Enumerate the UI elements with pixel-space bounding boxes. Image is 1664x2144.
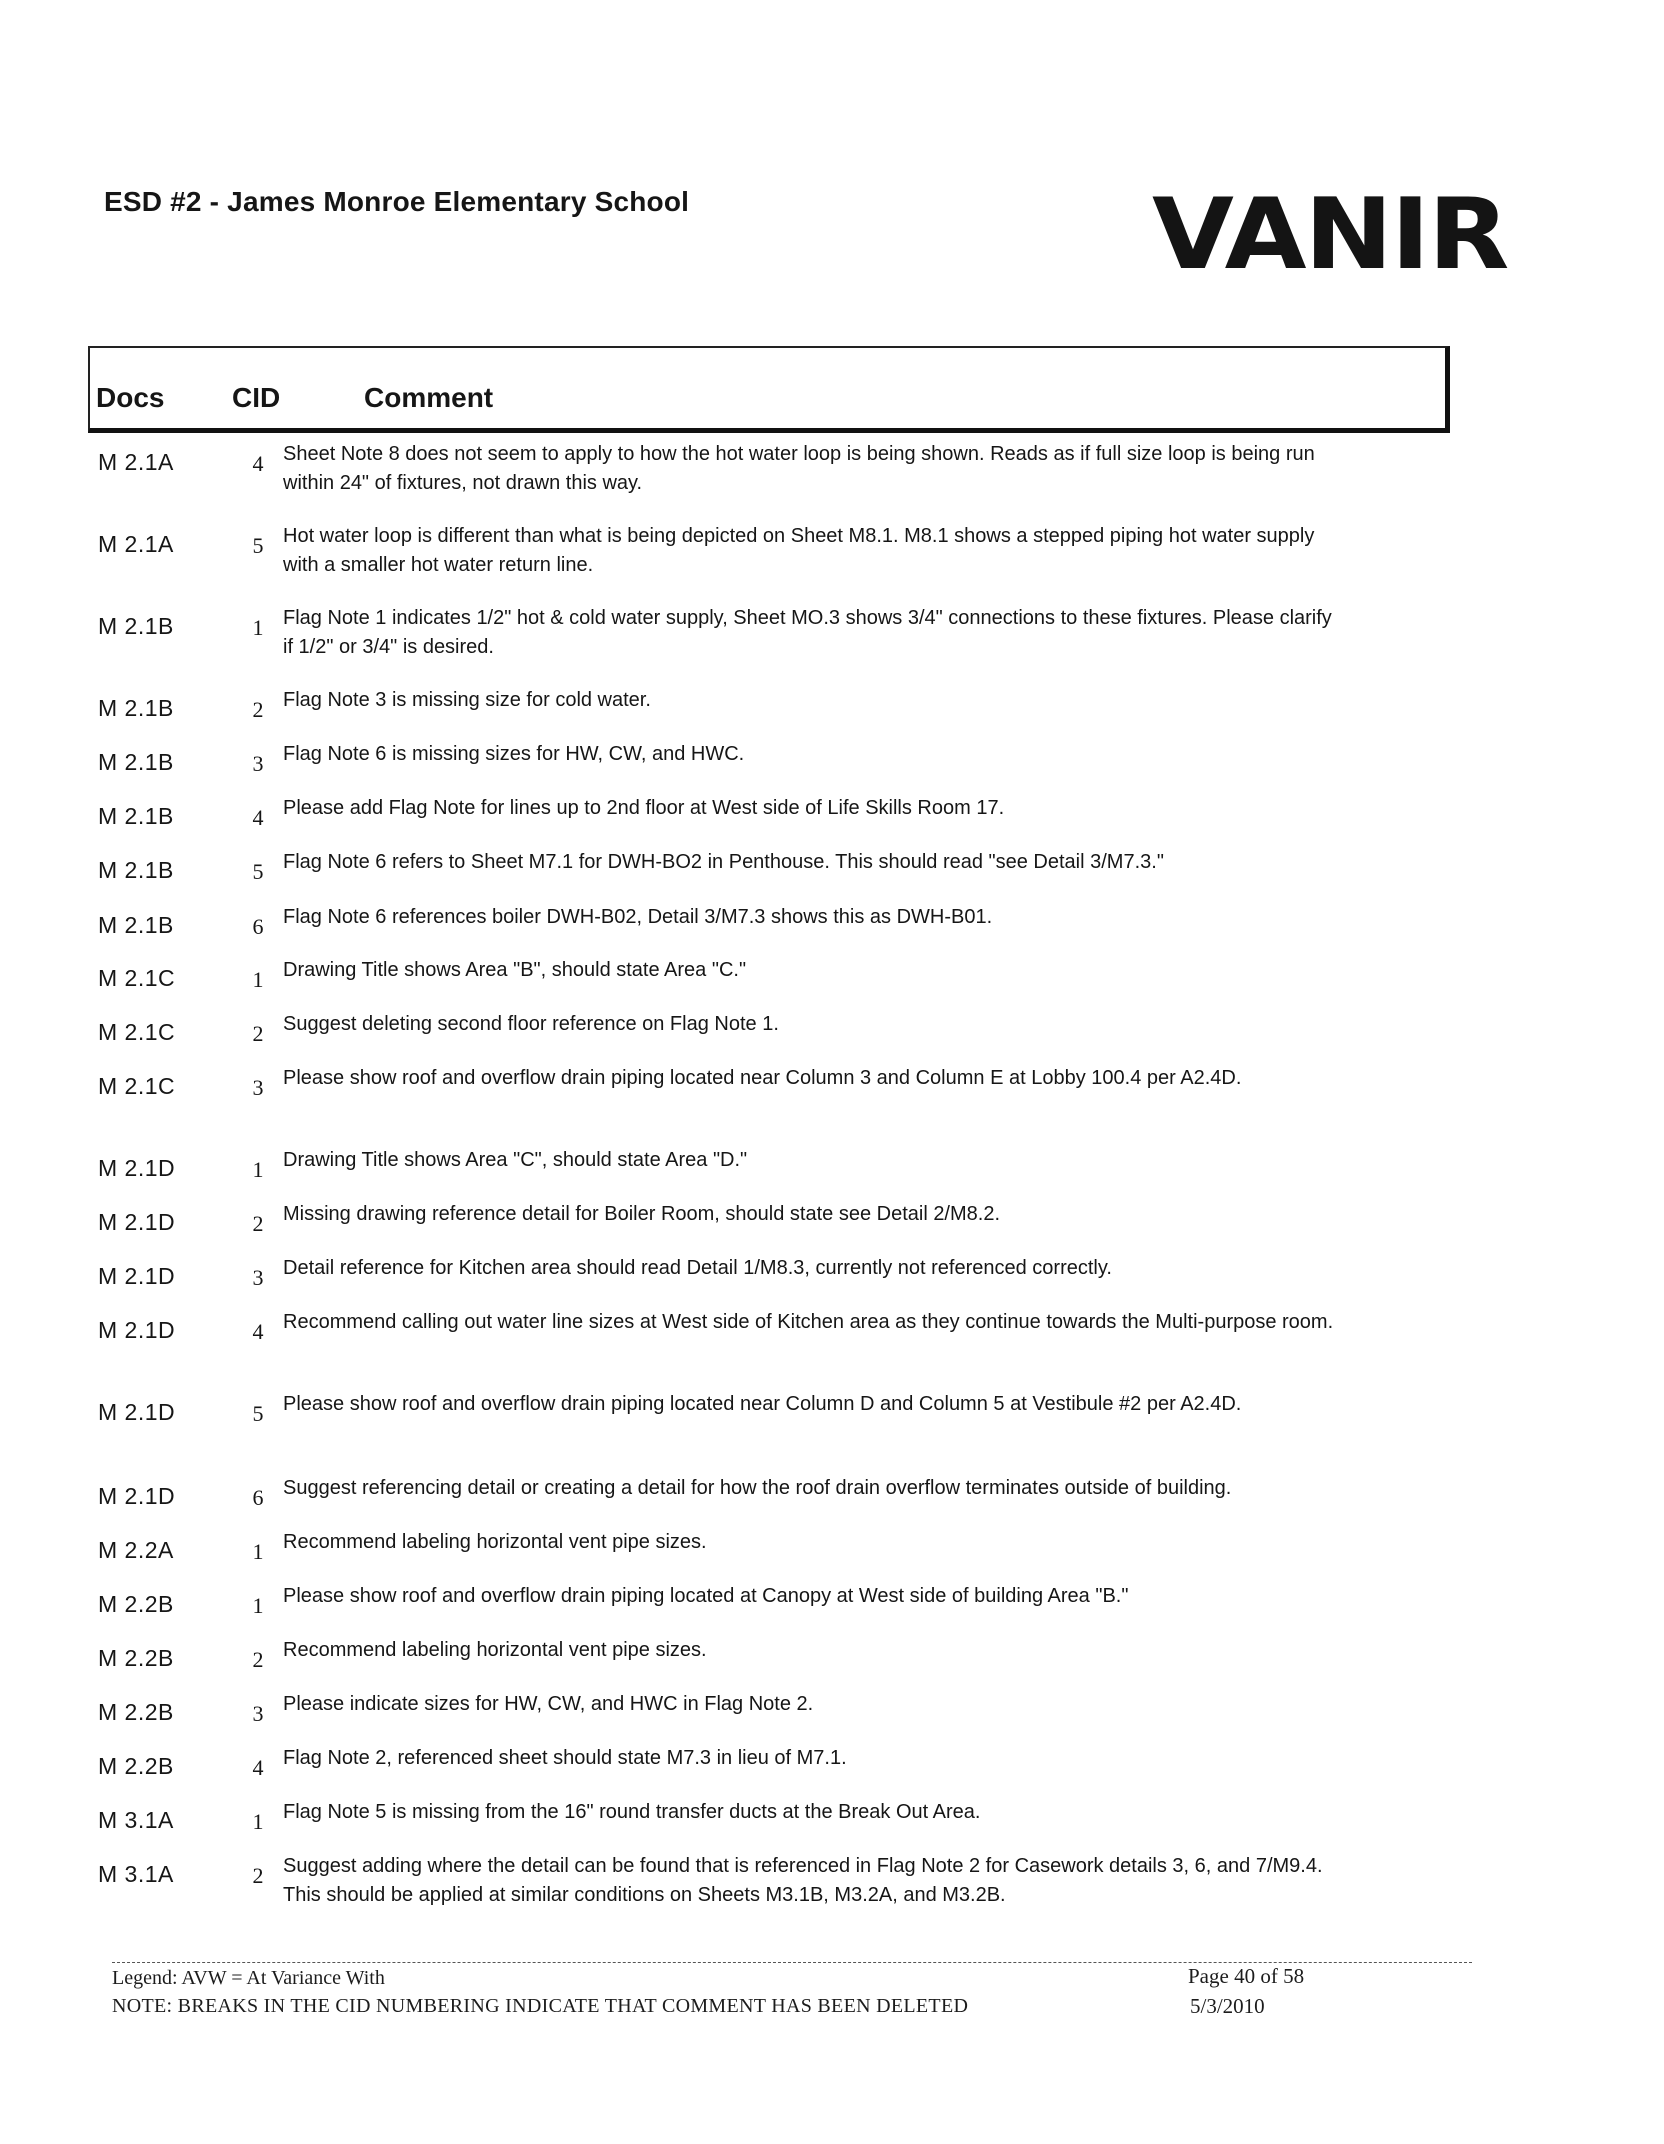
comment-cell: Flag Note 6 references boiler DWH-B02, Detail 3/M7.3 shows this as DWH-B01. [283, 906, 993, 928]
table-header-box [88, 346, 1450, 433]
cid-cell: 1 [252, 1593, 264, 1618]
footer-divider [112, 1962, 1472, 1963]
doc-cell: M 2.2B [98, 1753, 174, 1779]
cid-cell: 4 [252, 805, 264, 830]
comment-cell: Missing drawing reference detail for Boiler Room, should state see Detail 2/M8.2. [283, 1203, 1001, 1225]
cid-cell: 1 [252, 967, 264, 992]
cid-cell: 5 [252, 859, 264, 884]
comment-cell: Flag Note 5 is missing from the 16" round transfer ducts at the Break Out Area. [283, 1801, 981, 1823]
comment-cell: Suggest referencing detail or creating a detail for how the roof drain overflow terminates outside of building. [283, 1477, 1232, 1499]
comment-cell: Please add Flag Note for lines up to 2nd floor at West side of Life Skills Room 17. [283, 797, 1005, 819]
doc-cell: M 2.1D [98, 1263, 176, 1289]
footer-date: 5/3/2010 [1190, 1994, 1265, 2018]
comment-column-header: Comment [364, 382, 494, 413]
cid-cell: 2 [252, 1021, 264, 1046]
doc-cell: M 2.1D [98, 1209, 176, 1235]
comment-cell: Recommend labeling horizontal vent pipe sizes. [283, 1531, 707, 1553]
cid-cell: 3 [252, 1075, 264, 1100]
comment-cell: Detail reference for Kitchen area should read Detail 1/M8.3, currently not referenced correctly. [283, 1257, 1112, 1279]
comment-cell: Flag Note 6 is missing sizes for HW, CW, and HWC. [283, 743, 745, 765]
doc-cell: M 2.1C [98, 1073, 176, 1099]
cid-cell: 2 [252, 1863, 264, 1888]
comment-cell: Drawing Title shows Area "B", should state Area "C." [283, 959, 747, 981]
cid-cell: 4 [252, 1755, 264, 1780]
doc-cell: M 2.2B [98, 1591, 174, 1617]
cid-cell: 6 [252, 914, 264, 939]
doc-cell: M 2.1B [98, 857, 174, 883]
cid-column-header: CID [232, 382, 281, 413]
cid-cell: 1 [252, 1809, 264, 1834]
comment-cell: Please show roof and overflow drain piping located near Column D and Column 5 at Vestibule #2 per A2.4D. [283, 1393, 1242, 1415]
doc-cell: M 3.1A [98, 1807, 174, 1833]
cid-cell: 1 [252, 615, 264, 640]
project-title: ESD #2 - James Monroe Elementary School [104, 186, 690, 217]
comment-cell: Hot water loop is different than what is being depicted on Sheet M8.1. M8.1 shows a stepped piping hot water supply with a smaller hot water return line. [283, 525, 1315, 576]
docs-column-header: Docs [96, 382, 165, 413]
footer-legend: Legend: AVW = At Variance With [112, 1967, 385, 1989]
doc-cell: M 2.1C [98, 965, 176, 991]
comment-cell: Flag Note 2, referenced sheet should state M7.3 in lieu of M7.1. [283, 1747, 847, 1769]
comment-cell: Suggest deleting second floor reference on Flag Note 1. [283, 1013, 779, 1035]
footer-note: NOTE: BREAKS IN THE CID NUMBERING INDICATE THAT COMMENT HAS BEEN DELETED [112, 1995, 969, 2017]
doc-cell: M 2.1C [98, 1019, 176, 1045]
doc-cell: M 2.1D [98, 1317, 176, 1343]
doc-cell: M 2.2B [98, 1645, 174, 1671]
cid-cell: 2 [252, 697, 264, 722]
doc-cell: M 2.1B [98, 695, 174, 721]
cid-cell: 2 [252, 1647, 264, 1672]
doc-cell: M 2.1B [98, 912, 174, 938]
doc-cell: M 2.2A [98, 1537, 174, 1563]
doc-cell: M 2.1A [98, 531, 174, 557]
cid-cell: 1 [252, 1157, 264, 1182]
comment-cell: Please show roof and overflow drain piping located near Column 3 and Column E at Lobby 100.4 per A2.4D. [283, 1067, 1242, 1089]
doc-cell: M 2.1B [98, 749, 174, 775]
cid-cell: 3 [252, 751, 264, 776]
cid-cell: 3 [252, 1701, 264, 1726]
cid-cell: 1 [252, 1539, 264, 1564]
doc-cell: M 3.1A [98, 1861, 174, 1887]
doc-cell: M 2.2B [98, 1699, 174, 1725]
cid-cell: 5 [252, 1401, 264, 1426]
doc-cell: M 2.1B [98, 803, 174, 829]
comment-cell: Flag Note 1 indicates 1/2" hot & cold water supply, Sheet MO.3 shows 3/4" connections to these fixtures. Please clarify if 1/2" or 3/4" is desired. [283, 607, 1332, 658]
comment-cell: Sheet Note 8 does not seem to apply to how the hot water loop is being shown. Reads as if full size loop is being run within 24" of fixtures, not drawn this way. [283, 443, 1315, 494]
cid-cell: 6 [252, 1485, 264, 1510]
doc-cell: M 2.1D [98, 1155, 176, 1181]
cid-cell: 4 [252, 1319, 264, 1344]
doc-cell: M 2.1B [98, 613, 174, 639]
vanir-logo: VANIR [1152, 178, 1508, 292]
page-number: Page 40 of 58 [1188, 1964, 1305, 1988]
comment-cell: Please show roof and overflow drain piping located at Canopy at West side of building Area "B." [283, 1585, 1129, 1607]
doc-cell: M 2.1D [98, 1483, 176, 1509]
cid-cell: 3 [252, 1265, 264, 1290]
doc-cell: M 2.1A [98, 449, 174, 475]
comment-cell: Suggest adding where the detail can be found that is referenced in Flag Note 2 for Casework details 3, 6, and 7/M9.4. This should be applied at similar conditions on Sheets M3.1B, M3.2A, and M3.2B. [283, 1855, 1323, 1906]
comment-cell: Recommend labeling horizontal vent pipe sizes. [283, 1639, 707, 1661]
cid-cell: 5 [252, 533, 264, 558]
comment-cell: Please indicate sizes for HW, CW, and HWC in Flag Note 2. [283, 1693, 814, 1715]
comment-cell: Recommend calling out water line sizes at West side of Kitchen area as they continue towards the Multi-purpose room. [283, 1311, 1334, 1333]
comment-cell: Flag Note 3 is missing size for cold water. [283, 689, 651, 711]
cid-cell: 2 [252, 1211, 264, 1236]
comment-cell: Drawing Title shows Area "C", should state Area "D." [283, 1149, 748, 1171]
doc-cell: M 2.1D [98, 1399, 176, 1425]
cid-cell: 4 [252, 451, 264, 476]
comment-cell: Flag Note 6 refers to Sheet M7.1 for DWH-BO2 in Penthouse. This should read "see Detail 3/M7.3." [283, 851, 1164, 873]
